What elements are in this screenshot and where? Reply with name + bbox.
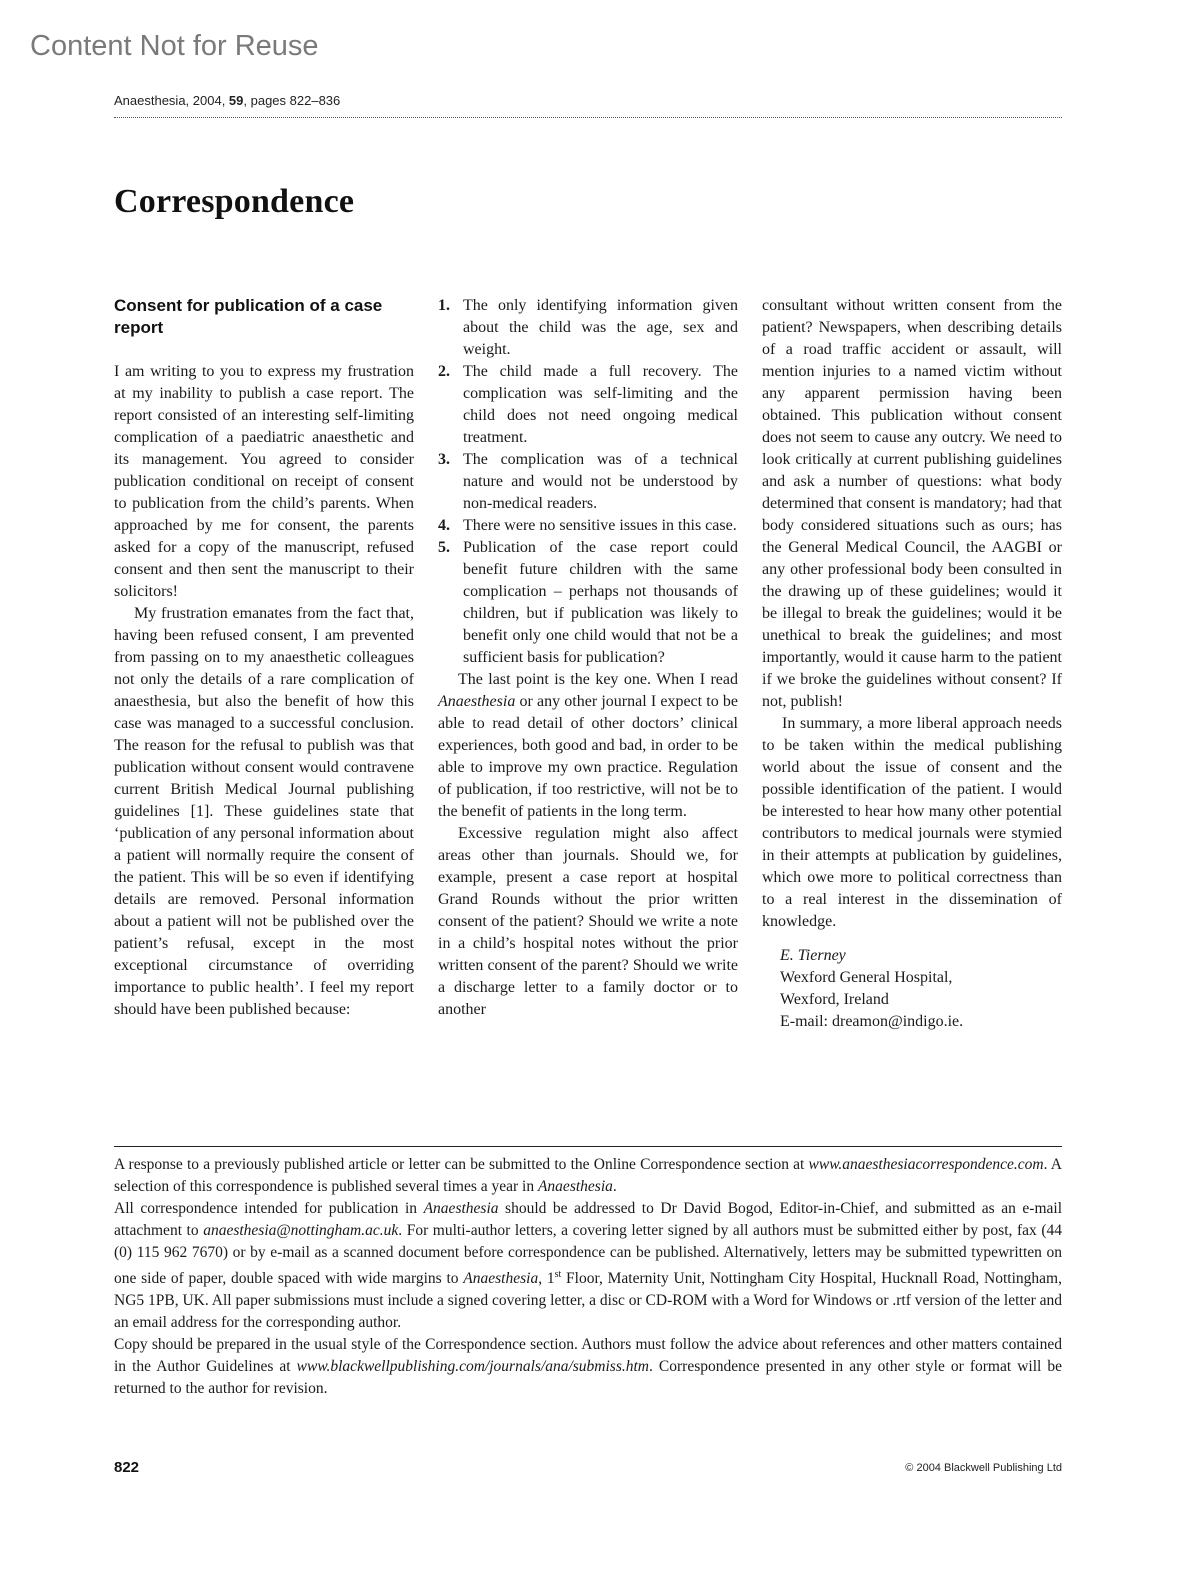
paragraph-text: The last point is the key one. When I read	[458, 671, 738, 688]
journal-name: Anaesthesia	[423, 1200, 499, 1217]
list-item-number: 3.	[438, 451, 450, 468]
list-item-number: 4.	[438, 517, 450, 534]
article-title: Consent for publication of a case report	[114, 296, 383, 337]
reasons-list	[438, 295, 738, 669]
notice-text: .	[612, 1178, 617, 1195]
watermark-text: Content Not for Reuse	[30, 30, 319, 62]
submission-email-link[interactable]: anaesthesia@nottingham.ac.uk	[203, 1222, 399, 1239]
notice-text: . For multi-author letters, a covering letter signed by all authors must be submitted either by post, fax (44 (0) 115 962 7670) or by e-mail as a scanned document before correspondence can be published. Alternatively, letters may be submitted typewritten on one side of paper, double spaced with wide margins to	[114, 1222, 1062, 1288]
running-head-journal: Anaesthesia, 2004,	[114, 93, 229, 108]
column-2	[438, 295, 738, 1021]
notice-text: Floor, Maternity Unit, Nottingham City Hospital, Hucknall Road, Nottingham, NG5 1PB, UK. All paper submissions must include a signed covering letter, a disc or CD-ROM with a Word for Windows or .rtf version of the letter and an email address for the corresponding author.	[114, 1270, 1062, 1332]
article-paragraph-4a: Excessive regulation might also affect areas other than journals. Should we, for example, present a case report at hospital Grand Rounds without the prior written consent of the patient? Should we write a note in a child’s hospital notes without the prior written consent of the parent? Should we write a discharge letter to a family doctor or to another	[438, 825, 738, 1018]
header-divider	[114, 117, 1062, 118]
paragraph-text: or any other journal I expect to be able to read detail of other doctors’ clinical experiences, both good and bad, in order to be able to improve my own practice. Regulation of publication, if too restrictive, will not be to the benefit of patients in the long term.	[438, 693, 738, 820]
notice-text: All correspondence intended for publication in	[114, 1200, 424, 1217]
list-item	[438, 515, 738, 537]
list-item-number: 1.	[438, 297, 450, 314]
notice-paragraph-1	[114, 1154, 1062, 1198]
author-name: E. Tierney	[780, 947, 846, 964]
page-number: 822	[114, 1459, 140, 1476]
notice-text: Copy should be prepared in the usual style of the Correspondence section. Authors must follow the advice about references and other matters contained in the Author Guidelines at	[114, 1336, 1062, 1376]
running-head	[114, 93, 340, 108]
list-item-text: Publication of the case report could benefit future children with the same complication – perhaps not thousands of children, but if publication was likely to benefit only one child would that not be a sufficient basis for publication?	[463, 539, 738, 666]
author-guidelines-link[interactable]: www.blackwellpublishing.com/journals/ana/submiss.htm	[296, 1358, 649, 1376]
author-location: Wexford, Ireland	[780, 991, 889, 1008]
article-paragraph-2a: My frustration emanates from the fact that, having been refused consent, I am prevented from passing on to my anaesthetic colleagues not only the details of a rare complication of anaesthesia, but also the benefit of how this case was managed to a successful conclusion. The reason for the refusal to publish was that publication without consent would contravene current British Medical Journal publishing guidelines [1]. These guidelines state that ‘publication of any personal information about a patient will normally require the consent of the patient. This will be so even if identifying details are removed. Personal information about a patient will not be published over the patient’s refusal, except in the most exceptional circumstance of overriding importance to public health’. I feel my report should have been published because:	[114, 605, 414, 1018]
journal-name: Anaesthesia	[438, 693, 516, 710]
list-item-text: The child made a full recovery. The complication was self-limiting and the child does not need ongoing medical treatment.	[463, 363, 738, 446]
list-item-text: There were no sensitive issues in this case.	[463, 517, 737, 534]
article-paragraph-4b: consultant without written consent from the patient? Newspapers, when describing details of a road traffic accident or assault, will mention injuries to a named victim without any apparent permission having been obtained. This publication without consent does not seem to cause any outcry. We need to look critically at current publishing guidelines and ask a number of questions: what body determined that consent is mandatory; had that body considered situations such as ours; has the General Medical Council, the AAGBI or any other professional body been consulted in the drawing up of these guidelines; would it be illegal to break the guidelines; would it be unethical to break the guidelines; and most importantly, would it cause harm to the patient if we broke the guidelines without consent? If not, publish!	[762, 297, 1062, 710]
list-item-text: The complication was of a technical nature and would not be understood by non-medical readers.	[463, 451, 738, 512]
author-email: E-mail: dreamon@indigo.ie.	[780, 1013, 964, 1030]
notice-paragraph-3	[114, 1334, 1062, 1400]
list-item-number: 2.	[438, 363, 450, 380]
article-paragraph-3	[438, 669, 738, 823]
section-title: Correspondence	[114, 183, 355, 220]
correspondence-url-link[interactable]: www.anaesthesiacorrespondence.com	[808, 1156, 1044, 1173]
author-signature	[762, 945, 1062, 1033]
journal-name: Anaesthesia	[463, 1270, 539, 1288]
list-item-text: The only identifying information given about the child was the age, sex and weight.	[463, 297, 738, 358]
column-1	[114, 295, 414, 1021]
copyright-notice: © 2004 Blackwell Publishing Ltd	[905, 1462, 1062, 1474]
notice-paragraph-2	[114, 1198, 1062, 1334]
article-paragraph-1: I am writing to you to express my frustration at my inability to publish a case report. The report consisted of an interesting self-limiting complication of a paediatric anaesthetic and its management. You agreed to consider publication conditional on receipt of consent to publication from the child’s parents. When approached by me for consent, the parents asked for a copy of the manuscript, refused consent and then sent the manuscript to their solicitors!	[114, 363, 414, 600]
ordinal-suffix: st	[554, 1269, 562, 1280]
running-head-volume: 59	[228, 93, 244, 108]
list-item	[438, 449, 738, 515]
journal-name: Anaesthesia	[537, 1178, 613, 1195]
notice-text: . Correspondence presented in any other style or format will be returned to the author for revision.	[114, 1358, 1062, 1398]
notice-text: . A selection of this correspondence is published several times a year in	[114, 1156, 1062, 1195]
list-item	[438, 295, 738, 361]
list-item	[438, 361, 738, 449]
column-3	[762, 295, 1062, 1033]
article-paragraph-5: In summary, a more liberal approach needs to be taken within the medical publishing world about the issue of consent and the possible identification of the patient. I would be interested to hear how many other potential contributors to medical journals were stymied in their attempts at publication by guidelines, which owe more to political correctness than to a real interest in the dissemination of knowledge.	[762, 715, 1062, 930]
author-hospital: Wexford General Hospital,	[780, 969, 953, 986]
list-item-number: 5.	[438, 539, 450, 556]
notice-text: should be addressed to Dr David Bogod, Editor-in-Chief, and submitted as an e-mail attachment to	[114, 1200, 1062, 1239]
notice-text: A response to a previously published article or letter can be submitted to the Online Correspondence section at	[114, 1156, 809, 1173]
submission-notice	[114, 1154, 1062, 1400]
running-head-pages: , pages 822–836	[243, 93, 341, 108]
notice-text: , 1	[538, 1270, 555, 1288]
notice-divider	[114, 1146, 1062, 1147]
list-item	[438, 537, 738, 669]
